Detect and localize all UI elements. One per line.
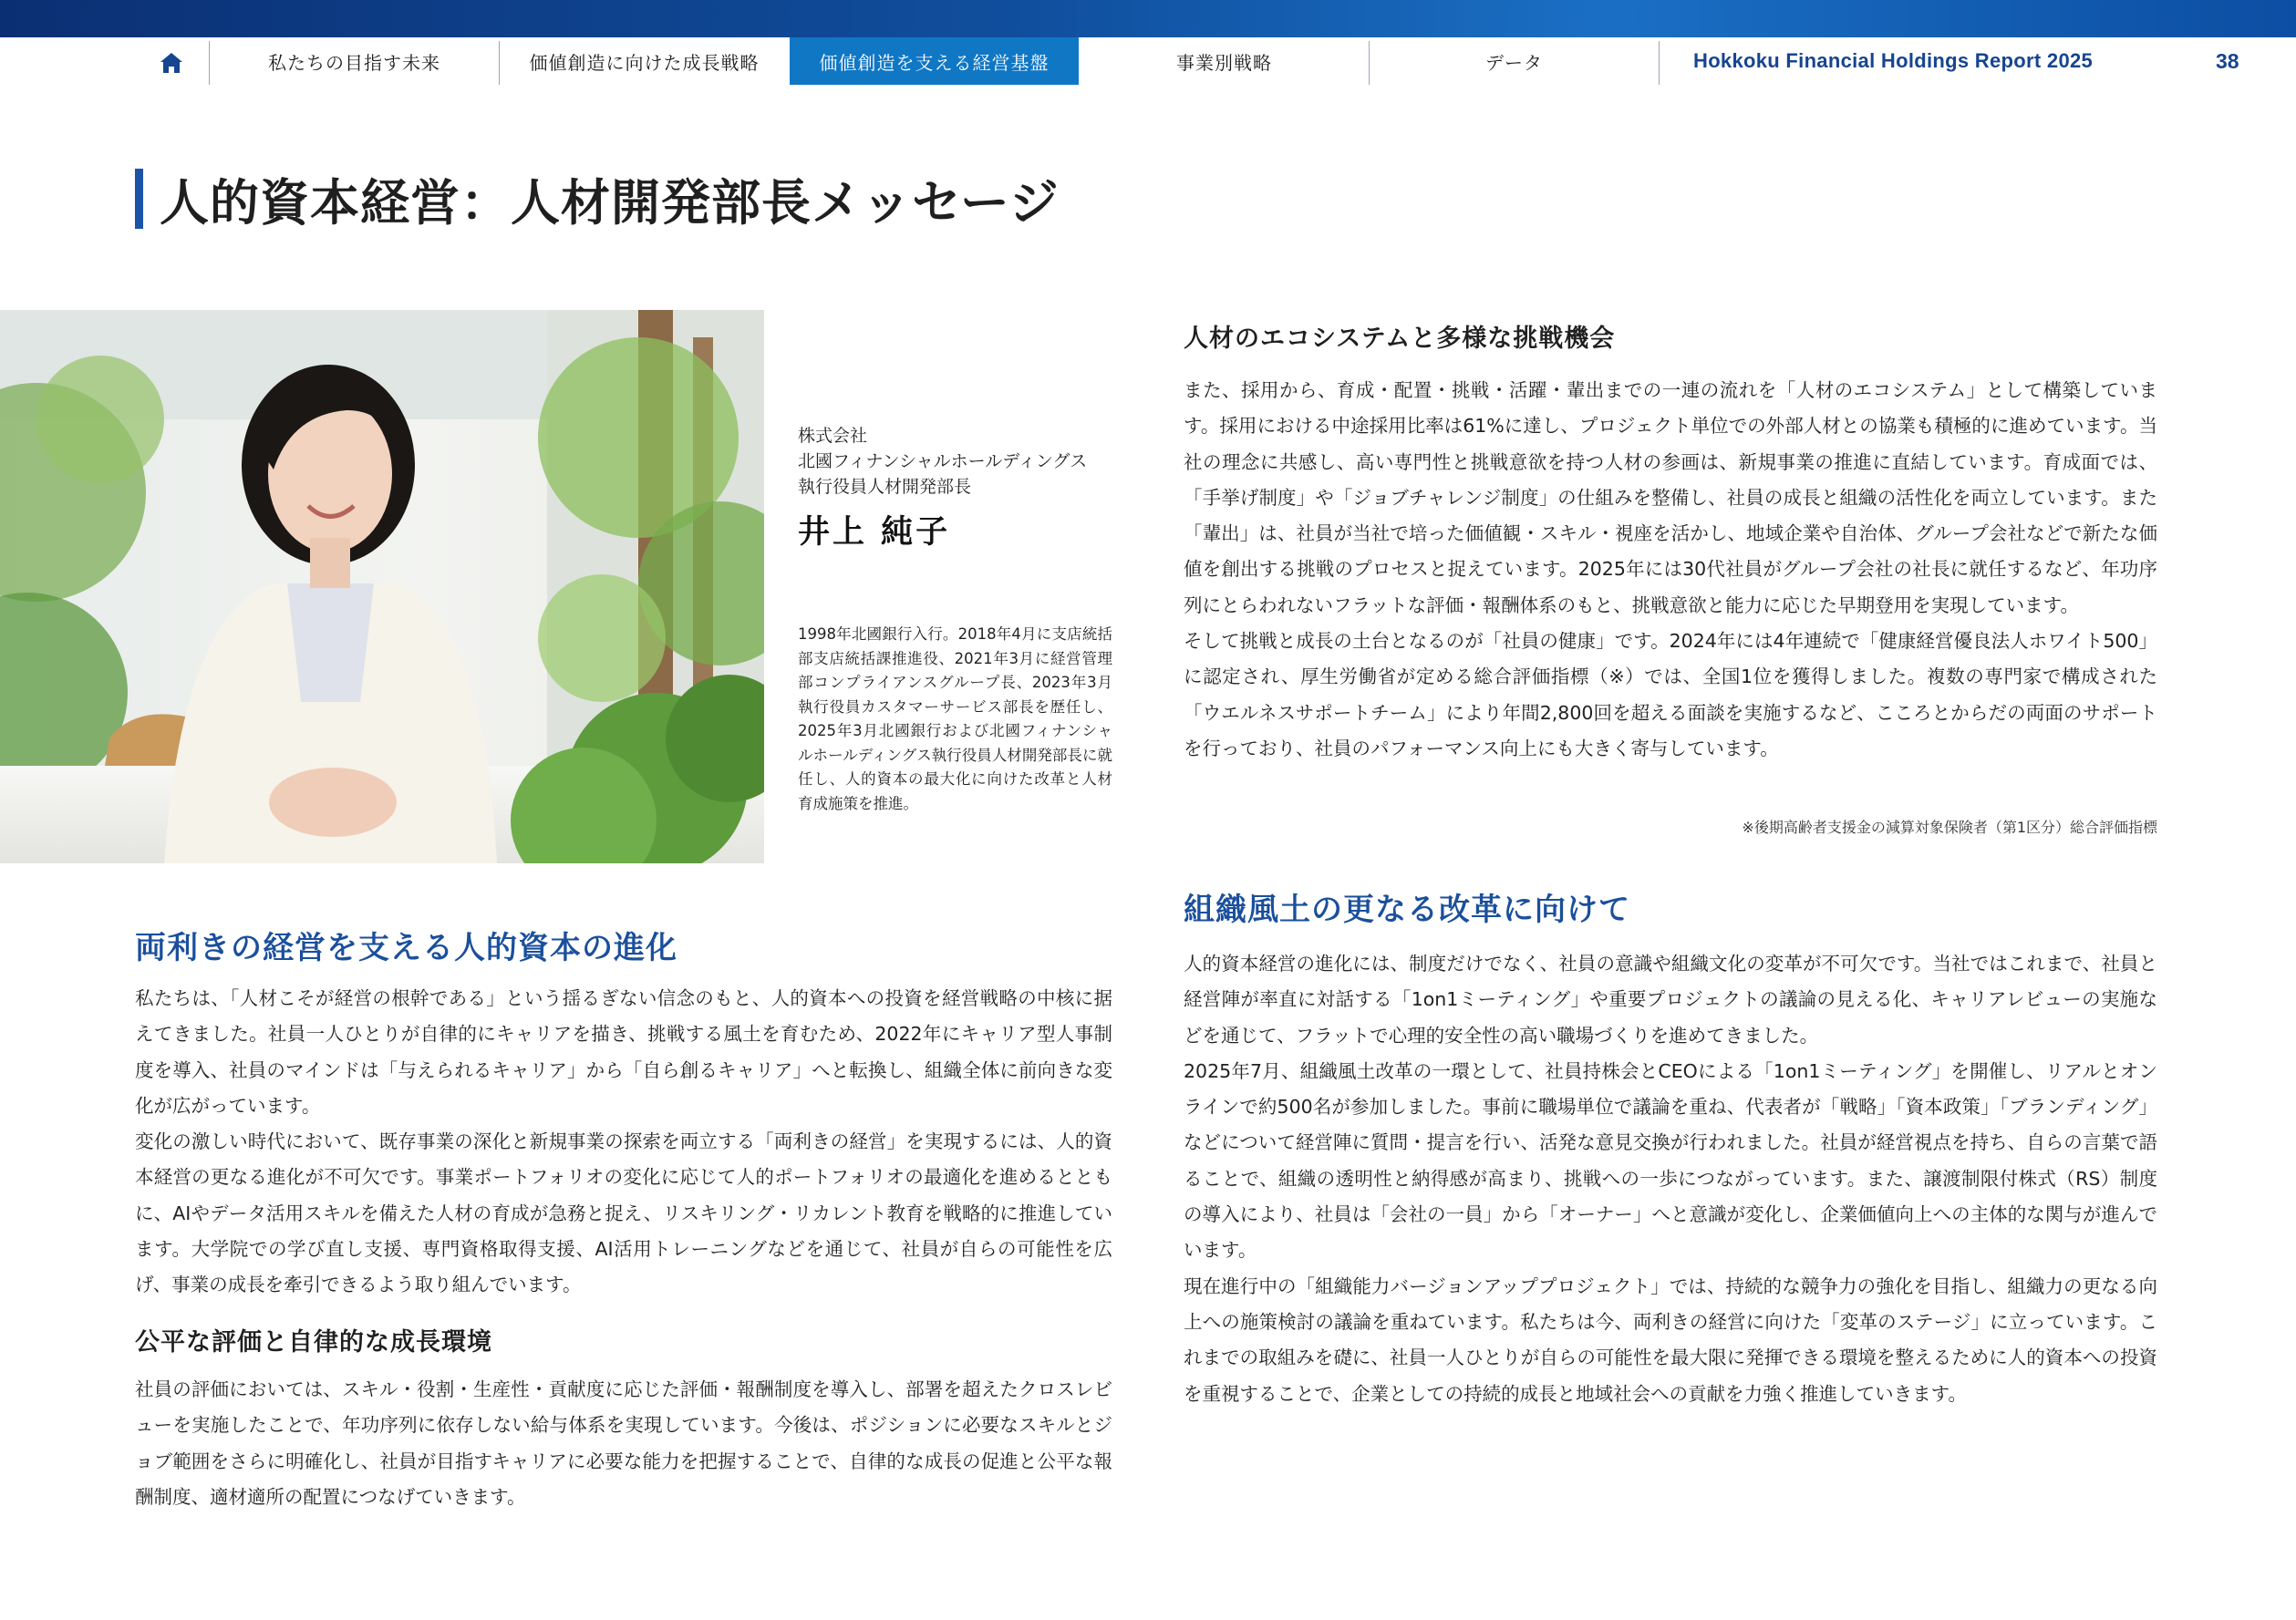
top-color-bar [0,0,2296,37]
profile-company-line: 北國フィナンシャルホールディングス [798,451,1088,471]
profile-name: 井上 純子 [798,514,951,551]
page-number: 38 [2216,48,2239,73]
footnote: ※後期高齢者支援金の減算対象保険者（第1区分）総合評価指標 [1742,819,2157,836]
paragraph: 2025年7月、組織風土改革の一環として、社員持株会とCEOによる「1on1ミーティング」を開催し、リアルとオンラインで約500名が参加しました。事前に職場単位で議論を重ね、代表者が「戦略」「資本政策」「ブランディング」などについて経営陣に質問・提言を行い、活発な意見交換が行われました。社員が経営視点を持ち、自らの言葉で語ることで、組織の透明性と納得感が高まり、挑戦への一歩につながっています。また、譲渡制限付株式（RS）制度の導入により、社員は「会社の一員」から「オーナー」へと意識が変化し、企業価値向上への主体的な関与が進んでいます。 [1184,1059,2157,1262]
nav-separator [1659,41,1660,85]
paragraph: 社員の評価においては、スキル・役割・生産性・貢献度に応じた評価・報酬制度を導入し、部署を超えたクロスレビューを実施したことで、年功序列に依存しない給与体系を実現しています。今後は、ポジションに必要なスキルとジョブ範囲をさらに明確化し、社員が目指すキャリアに必要な能力を把握することで、自律的な成長の促進と公平な報酬制度、適材適所の配置につなげていきます。 [135,1378,1112,1508]
profile-company [798,423,1087,500]
section-body [135,1372,1112,1515]
paragraph: 変化の激しい時代において、既存事業の深化と新規事業の探索を両立する「両利きの経営」を実現するには、人的資本経営の更なる進化が不可欠です。事業ポートフォリオの変化に応じて人的ポートフォリオの最適化を進めるとともに、AIやデータ活用スキルを備えた人材の育成が急務と捉え、リスキリング・リカレント教育を戦略的に推進しています。大学院での学び直し支援、専門資格取得支援、AI活用トレーニングなどを通じて、社員が自らの可能性を広げ、事業の成長を牽引できるよう取り組んでいます。 [135,1130,1112,1296]
section-heading: 人材のエコシステムと多様な挑戦機会 [1184,325,1616,353]
section-heading: 公平な評価と自律的な成長環境 [135,1328,492,1357]
profile-company-line: 株式会社 [798,426,868,446]
section-body [1184,946,2157,1412]
tab-future[interactable]: 私たちの目指す未来 [268,51,440,74]
page-title: 人的資本経営：人材開発部長メッセージ [160,174,1060,232]
report-title: Hokkoku Financial Holdings Report 2025 [1693,49,2094,72]
home-icon[interactable] [153,46,190,79]
tab-data[interactable]: データ [1485,51,1543,74]
paragraph: 私たちは、「人材こそが経営の根幹である」という揺るぎない信念のもと、人的資本への投資を経営戦略の中核に据えてきました。社員一人ひとりが自律的にキャリアを描き、挑戦する風土を育むため、2022年にキャリア型人事制度を導入、社員のマインドは「与えられるキャリア」から「自ら創るキャリア」へと転換し、組織全体に前向きな変化が広がっています。 [135,987,1112,1117]
section-heading: 組織風土の更なる改革に向けて [1184,892,1630,928]
paragraph: 現在進行中の「組織能力バージョンアッププロジェクト」では、持続的な競争力の強化を目指し、組織力の更なる向上への施策検討の議論を重ねています。私たちは今、両利きの経営に向けた「変革のステージ」に立っています。これまでの取組みを礎に、社員一人ひとりが自らの可能性を最大限に発揮できる環境を整えるために人的資本への投資を重視することで、企業としての持続的成長と地域社会への貢献を力強く推進していきます。 [1184,1274,2157,1405]
profile-bio: 1998年北國銀行入行。2018年4月に支店統括部支店統括課推進役、2021年3月に経営管理部コンプライアンスグループ長、2023年3月執行役員カスタマーサービス部長を歴任し、2025年3月北國銀行および北國フィナンシャルホールディングス執行役員人材開発部長に就任し、人的資本の最大化に向けた改革と人材育成施策を推進。 [798,625,1112,812]
section-body [1184,373,2157,767]
section-heading: 両利きの経営を支える人的資本の進化 [135,930,677,966]
title-accent-bar [135,169,143,229]
portrait-photo [0,310,764,863]
paragraph: また、採用から、育成・配置・挑戦・活躍・輩出までの一連の流れを「人材のエコシステム」として構築しています。採用における中途採用比率は61%に達し、プロジェクト単位での外部人材との協業も積極的に進めています。当社の理念に共感し、高い専門性と挑戦意欲を持つ人材の参画は、新規事業の推進に直結しています。育成面では、「手挙げ制度」や「ジョブチャレンジ制度」の仕組みを整備し、社員の成長と組織の活性化を両立しています。また「輩出」は、社員が当社で培った価値観・スキル・視座を活かし、地域企業や自治体、グループ会社などで新たな価値を創出する挑戦のプロセスと捉えています。2025年には30代社員がグループ会社の社長に就任するなど、年功序列にとらわれないフラットな評価・報酬体系のもと、挑戦意欲と能力に応じた早期登用を実現しています。 [1184,379,2157,616]
profile-position: 執行役員人材開発部長 [798,477,972,497]
tab-growth-strategy[interactable]: 価値創造に向けた成長戦略 [529,51,760,74]
paragraph: そして挑戦と成長の土台となるのが「社員の健康」です。2024年には4年連続で「健康経営優良法人ホワイト500」に認定され、厚生労働省が定める総合評価指標（※）では、全国1位を獲得しました。複数の専門家で構成された「ウエルネスサポートチーム」により年間2,800回を超える面談を実施するなど、こころとからだの両面のサポートを行っており、社員のパフォーマンス向上にも大きく寄与しています。 [1184,630,2157,759]
paragraph: 人的資本経営の進化には、制度だけでなく、社員の意識や組織文化の変革が不可欠です。当社ではこれまで、社員と経営陣が率直に対話する「1on1ミーティング」や重要プロジェクトの議論の見える化、キャリアレビューの実施などを通じて、フラットで心理的安全性の高い職場づくりを進めてきました。 [1184,953,2157,1047]
tab-business-strategy[interactable]: 事業別戦略 [1176,51,1272,74]
section-body [135,981,1112,1304]
tab-management-foundation[interactable]: 価値創造を支える経営基盤 [790,37,1079,85]
top-navigation [0,37,2296,85]
